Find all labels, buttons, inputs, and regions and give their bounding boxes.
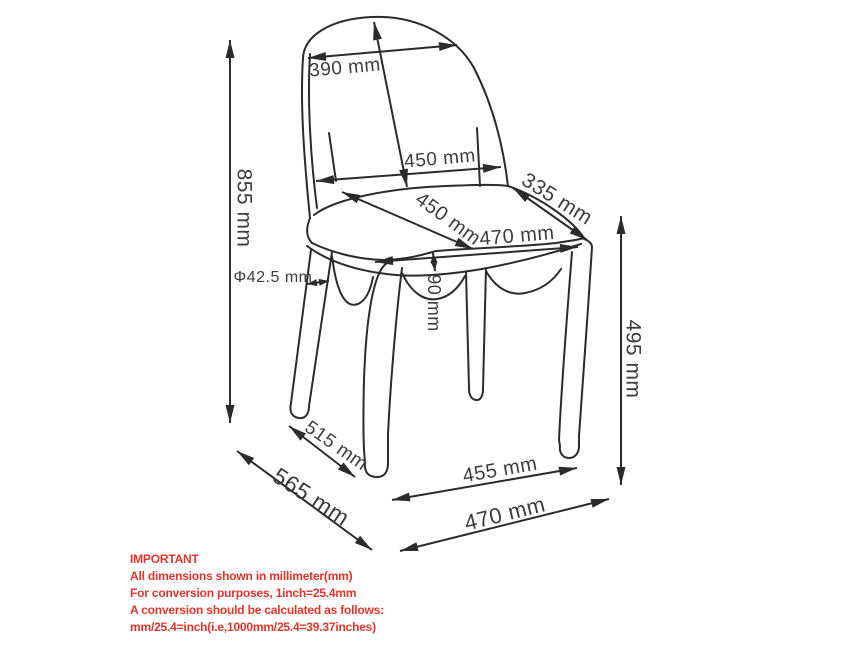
backrest-seam-right	[477, 128, 480, 186]
note-line: All dimensions shown in millimeter(mm)	[130, 569, 353, 583]
dim-label-leg-diameter: Φ42.5 mm	[233, 269, 313, 286]
dim-label-overall-height: 855 mm	[232, 168, 256, 248]
dim-label-footprint-diagonal: 565 mm	[268, 462, 355, 531]
dim-label-backrest-top-width: 390 mm	[308, 54, 382, 82]
chair-outline	[290, 17, 592, 477]
rear-right-leg-top-join	[584, 239, 592, 248]
note-line: A conversion should be calculated as follows:	[130, 603, 384, 617]
rear-right-leg	[579, 247, 592, 446]
dim-label-backrest-bottom-width: 450 mm	[403, 145, 477, 173]
rear-right-leg	[559, 252, 572, 446]
apron-arch-right	[486, 269, 561, 294]
dim-label-backrest-side-depth: 335 mm	[517, 168, 597, 230]
note-line: mm/25.4=inch(i.e,1000mm/25.4=39.37inches)	[130, 620, 376, 634]
front-right-leg	[388, 268, 402, 464]
note-line: For conversion purposes, 1inch=25.4mm	[130, 586, 357, 600]
rear-left-leg	[483, 268, 486, 389]
backrest-seat-seam	[314, 185, 508, 215]
important-note	[130, 551, 384, 636]
front-right-leg	[363, 263, 387, 462]
dim-label-footprint-rear-width: 455 mm	[461, 452, 539, 488]
dim-label-footprint-front-width: 470 mm	[461, 491, 548, 536]
rear-right-leg-foot	[560, 446, 579, 458]
dim-label-seat-front-width: 470 mm	[478, 221, 556, 251]
backrest-seam-left	[329, 133, 336, 181]
arrow-backrest-top-width	[308, 45, 457, 58]
front-left-leg-foot	[290, 403, 309, 418]
arrow-seat-thickness	[433, 253, 435, 271]
note-title: IMPORTANT	[130, 552, 199, 566]
front-right-leg-foot	[365, 462, 388, 477]
dim-label-seat-depth: 450 mm	[411, 187, 485, 251]
dim-label-seat-height: 495 mm	[621, 319, 645, 399]
dim-label-footprint-side-depth: 515 mm	[300, 416, 372, 476]
arrow-backrest-height	[374, 22, 407, 187]
dim-label-seat-thickness: 90 mm	[424, 274, 444, 332]
rear-left-leg	[466, 272, 469, 388]
seat-rail-bottom-edge	[307, 244, 581, 276]
rear-left-leg-foot	[469, 388, 483, 400]
